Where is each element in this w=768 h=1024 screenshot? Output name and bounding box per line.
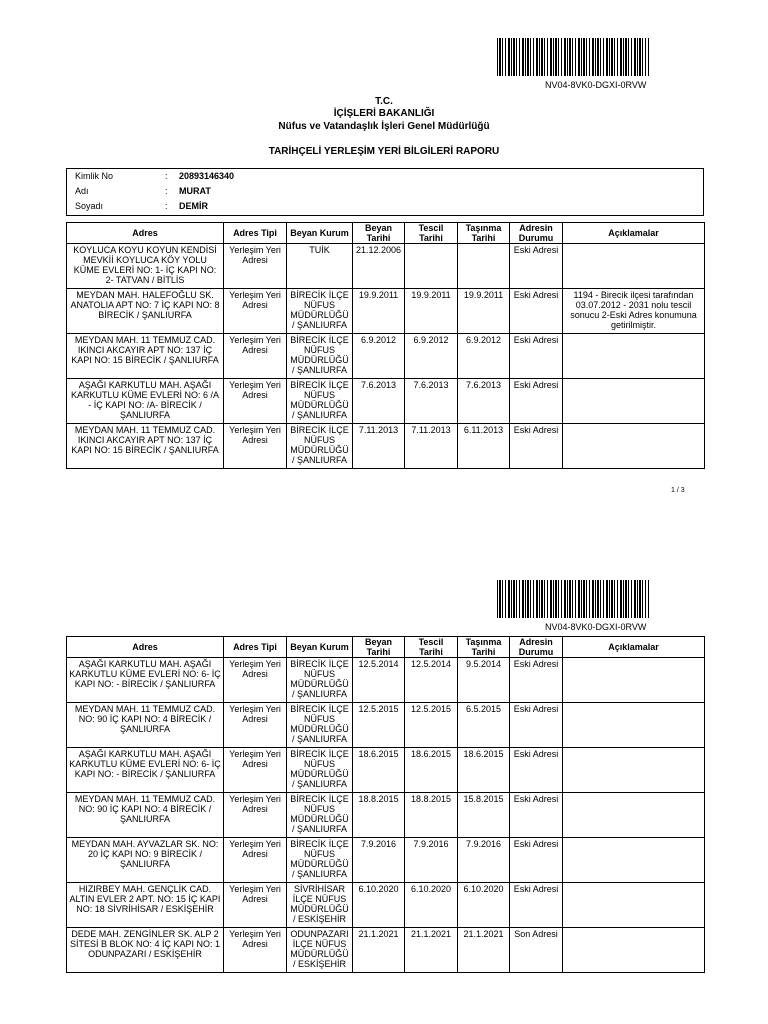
cell-adres-tipi: Yerleşim Yeri Adresi (224, 289, 287, 334)
table-row (67, 883, 705, 928)
cell-tasinma-tarihi: 7.6.2013 (458, 379, 510, 424)
cell-tescil-tarihi: 12.5.2014 (405, 658, 458, 703)
col-header-tasinma-tarihi: Taşınma Tarihi (458, 223, 510, 244)
cell-beyan-kurum: TUİK (287, 244, 353, 289)
header-tc: T.C. (375, 96, 393, 107)
cell-beyan-tarihi: 6.10.2020 (353, 883, 405, 928)
header-ministry: İÇİŞLERİ BAKANLIĞI (333, 108, 435, 119)
cell-tescil-tarihi (405, 244, 458, 289)
cell-adres-tipi: Yerleşim Yeri Adresi (224, 838, 287, 883)
cell-tescil-tarihi: 18.8.2015 (405, 793, 458, 838)
col-header-aciklamalar: Açıklamalar (563, 637, 705, 658)
cell-aciklama (563, 424, 705, 469)
cell-tasinma-tarihi: 6.11.2013 (458, 424, 510, 469)
table-row (67, 838, 705, 883)
cell-aciklama (563, 379, 705, 424)
col-header-adres-tipi: Adres Tipi (224, 223, 287, 244)
cell-aciklama (563, 883, 705, 928)
header-directorate: Nüfus ve Vatandaşlık İşleri Genel Müdürlüğü (278, 121, 490, 132)
cell-beyan-tarihi: 18.6.2015 (353, 748, 405, 793)
cell-tasinma-tarihi: 7.9.2016 (458, 838, 510, 883)
cell-beyan-kurum: ODUNPAZARI İLÇE NÜFUS MÜDÜRLÜĞÜ / ESKİŞEHİR (287, 928, 353, 973)
cell-tescil-tarihi: 7.6.2013 (405, 379, 458, 424)
cell-adres: AŞAĞI KARKUTLU MAH. AŞAĞI KARKUTLU KÜME EVLERİ NO: 6- İÇ KAPI NO: - BİRECİK / ŞANLIURFA (67, 658, 224, 703)
report-title: TARİHÇELİ YERLEŞİM YERİ BİLGİLERİ RAPORU (268, 146, 500, 157)
table-row (67, 703, 705, 748)
cell-adres: MEYDAN MAH. 11 TEMMUZ CAD. NO: 90 İÇ KAPI NO: 4 BİRECİK / ŞANLIURFA (67, 703, 224, 748)
cell-aciklama (563, 334, 705, 379)
cell-beyan-tarihi: 6.9.2012 (353, 334, 405, 379)
address-history-table-page2 (66, 636, 705, 973)
cell-tescil-tarihi: 6.10.2020 (405, 883, 458, 928)
cell-adres: MEYDAN MAH. 11 TEMMUZ CAD. IKINCI AKCAYIR APT NO: 137 İÇ KAPI NO: 15 BİRECİK / ŞANLIURFA (67, 334, 224, 379)
cell-aciklama (563, 703, 705, 748)
cell-aciklama (563, 658, 705, 703)
cell-beyan-kurum: SİVRİHİSAR İLÇE NÜFUS MÜDÜRLÜĞÜ / ESKİŞEHİR (287, 883, 353, 928)
cell-adres-tipi: Yerleşim Yeri Adresi (224, 703, 287, 748)
adi-value: MURAT (179, 186, 211, 196)
cell-adres-tipi: Yerleşim Yeri Adresi (224, 928, 287, 973)
document-code: NV04-8VK0-DGXI-0RVW (545, 80, 647, 90)
table-row (67, 928, 705, 973)
cell-beyan-kurum: BİRECİK İLÇE NÜFUS MÜDÜRLÜĞÜ / ŞANLIURFA (287, 793, 353, 838)
cell-beyan-tarihi: 21.1.2021 (353, 928, 405, 973)
cell-beyan-tarihi: 18.8.2015 (353, 793, 405, 838)
cell-tescil-tarihi: 19.9.2011 (405, 289, 458, 334)
kimlik-label: Kimlik No (75, 171, 114, 181)
cell-adres: MEYDAN MAH. AYVAZLAR SK. NO: 20 İÇ KAPI NO: 9 BİRECİK / ŞANLIURFA (67, 838, 224, 883)
cell-tasinma-tarihi (458, 244, 510, 289)
cell-adresin-durumu: Eski Adresi (510, 424, 563, 469)
col-header-adres: Adres (67, 223, 224, 244)
cell-tescil-tarihi: 6.9.2012 (405, 334, 458, 379)
col-header-adresin-durumu: Adresin Durumu (510, 223, 563, 244)
cell-adres: KOYLUCA KOYU KOYUN KENDİSİ MEVKİİ KOYLUCA KÖY YOLU KÜME EVLERİ NO: 1- İÇ KAPI NO: 2- TATVAN / BİTLİS (67, 244, 224, 289)
cell-beyan-kurum: BİRECİK İLÇE NÜFUS MÜDÜRLÜĞÜ / ŞANLIURFA (287, 424, 353, 469)
cell-adresin-durumu: Eski Adresi (510, 379, 563, 424)
table-row (67, 289, 705, 334)
cell-adresin-durumu: Eski Adresi (510, 244, 563, 289)
cell-tasinma-tarihi: 6.5.2015 (458, 703, 510, 748)
cell-aciklama: 1194 - Birecik ilçesi tarafından 03.07.2012 - 2031 nolu tescil sonucu 2-Eski Adres konumuna getirilmiştir. (563, 289, 705, 334)
cell-beyan-tarihi: 7.11.2013 (353, 424, 405, 469)
kimlik-separator: : (165, 171, 168, 181)
cell-adresin-durumu: Eski Adresi (510, 838, 563, 883)
cell-adres: MEYDAN MAH. 11 TEMMUZ CAD. NO: 90 İÇ KAPI NO: 4 BİRECİK / ŞANLIURFA (67, 793, 224, 838)
barcode-image (497, 580, 649, 618)
cell-beyan-kurum: BİRECİK İLÇE NÜFUS MÜDÜRLÜĞÜ / ŞANLIURFA (287, 289, 353, 334)
cell-aciklama (563, 928, 705, 973)
cell-adres-tipi: Yerleşim Yeri Adresi (224, 658, 287, 703)
cell-tasinma-tarihi: 15.8.2015 (458, 793, 510, 838)
cell-adres-tipi: Yerleşim Yeri Adresi (224, 883, 287, 928)
cell-tasinma-tarihi: 21.1.2021 (458, 928, 510, 973)
cell-tasinma-tarihi: 6.10.2020 (458, 883, 510, 928)
cell-tescil-tarihi: 12.5.2015 (405, 703, 458, 748)
col-header-tescil-tarihi: Tescil Tarihi (405, 637, 458, 658)
cell-beyan-kurum: BİRECİK İLÇE NÜFUS MÜDÜRLÜĞÜ / ŞANLIURFA (287, 703, 353, 748)
cell-adres: HIZIRBEY MAH. GENÇLİK CAD. ALTIN EVLER 2 APT. NO: 15 İÇ KAPI NO: 18 SİVRİHİSAR / ESKİŞEHİR (67, 883, 224, 928)
cell-aciklama (563, 244, 705, 289)
col-header-adresin-durumu: Adresin Durumu (510, 637, 563, 658)
col-header-beyan-tarihi: Beyan Tarihi (353, 223, 405, 244)
identity-box (66, 168, 704, 216)
cell-beyan-kurum: BİRECİK İLÇE NÜFUS MÜDÜRLÜĞÜ / ŞANLIURFA (287, 379, 353, 424)
barcode-image (497, 38, 649, 76)
cell-adres-tipi: Yerleşim Yeri Adresi (224, 424, 287, 469)
cell-adres: MEYDAN MAH. 11 TEMMUZ CAD. IKINCI AKCAYIR APT NO: 137 İÇ KAPI NO: 15 BİRECİK / ŞANLIURFA (67, 424, 224, 469)
cell-adres: DEDE MAH. ZENGİNLER SK. ALP 2 SİTESİ B BLOK NO: 4 İÇ KAPI NO: 1 ODUNPAZARI / ESKİŞEHİR (67, 928, 224, 973)
col-header-beyan-kurum: Beyan Kurum (287, 637, 353, 658)
cell-tasinma-tarihi: 6.9.2012 (458, 334, 510, 379)
page-number: 1 / 3 (671, 487, 685, 494)
cell-tescil-tarihi: 7.11.2013 (405, 424, 458, 469)
cell-adresin-durumu: Eski Adresi (510, 883, 563, 928)
address-history-table-page1 (66, 222, 705, 469)
cell-adres-tipi: Yerleşim Yeri Adresi (224, 244, 287, 289)
cell-adresin-durumu: Eski Adresi (510, 748, 563, 793)
document-code: NV04-8VK0-DGXI-0RVW (545, 622, 647, 632)
col-header-beyan-kurum: Beyan Kurum (287, 223, 353, 244)
table-row (67, 748, 705, 793)
cell-tasinma-tarihi: 18.6.2015 (458, 748, 510, 793)
cell-tasinma-tarihi: 9.5.2014 (458, 658, 510, 703)
cell-beyan-kurum: BİRECİK İLÇE NÜFUS MÜDÜRLÜĞÜ / ŞANLIURFA (287, 658, 353, 703)
cell-tescil-tarihi: 18.6.2015 (405, 748, 458, 793)
cell-adresin-durumu: Eski Adresi (510, 334, 563, 379)
col-header-tasinma-tarihi: Taşınma Tarihi (458, 637, 510, 658)
cell-beyan-tarihi: 7.9.2016 (353, 838, 405, 883)
cell-beyan-tarihi: 7.6.2013 (353, 379, 405, 424)
cell-beyan-tarihi: 12.5.2014 (353, 658, 405, 703)
cell-adres-tipi: Yerleşim Yeri Adresi (224, 379, 287, 424)
table-row (67, 379, 705, 424)
table-row (67, 424, 705, 469)
soyadi-separator: : (165, 201, 168, 211)
kimlik-value: 20893146340 (179, 171, 235, 181)
adi-separator: : (165, 186, 168, 196)
table-row (67, 658, 705, 703)
cell-tescil-tarihi: 21.1.2021 (405, 928, 458, 973)
cell-beyan-kurum: BİRECİK İLÇE NÜFUS MÜDÜRLÜĞÜ / ŞANLIURFA (287, 334, 353, 379)
cell-aciklama (563, 748, 705, 793)
col-header-aciklamalar: Açıklamalar (563, 223, 705, 244)
table-header-row (67, 223, 705, 244)
table-header-row (67, 637, 705, 658)
soyadi-value: DEMİR (179, 201, 208, 211)
cell-tasinma-tarihi: 19.9.2011 (458, 289, 510, 334)
cell-adres-tipi: Yerleşim Yeri Adresi (224, 793, 287, 838)
cell-adresin-durumu: Eski Adresi (510, 703, 563, 748)
table-row (67, 793, 705, 838)
cell-adresin-durumu: Eski Adresi (510, 658, 563, 703)
cell-beyan-tarihi: 21.12.2006 (353, 244, 405, 289)
cell-aciklama (563, 838, 705, 883)
cell-adres-tipi: Yerleşim Yeri Adresi (224, 334, 287, 379)
cell-beyan-kurum: BİRECİK İLÇE NÜFUS MÜDÜRLÜĞÜ / ŞANLIURFA (287, 748, 353, 793)
table-row (67, 244, 705, 289)
cell-aciklama (563, 793, 705, 838)
col-header-tescil-tarihi: Tescil Tarihi (405, 223, 458, 244)
cell-tescil-tarihi: 7.9.2016 (405, 838, 458, 883)
col-header-beyan-tarihi: Beyan Tarihi (353, 637, 405, 658)
table-row (67, 334, 705, 379)
cell-adres: AŞAĞI KARKUTLU MAH. AŞAĞI KARKUTLU KÜME EVLERİ NO: 6- İÇ KAPI NO: - BİRECİK / ŞANLIURFA (67, 748, 224, 793)
cell-adres-tipi: Yerleşim Yeri Adresi (224, 748, 287, 793)
cell-beyan-tarihi: 12.5.2015 (353, 703, 405, 748)
soyadi-label: Soyadı (75, 201, 104, 211)
cell-adres: AŞAĞI KARKUTLU MAH. AŞAĞI KARKUTLU KÜME EVLERİ NO: 6 /A - İÇ KAPI NO: /A- BİRECİK / ŞANLIURFA (67, 379, 224, 424)
cell-beyan-tarihi: 19.9.2011 (353, 289, 405, 334)
cell-beyan-kurum: BİRECİK İLÇE NÜFUS MÜDÜRLÜĞÜ / ŞANLIURFA (287, 838, 353, 883)
cell-adresin-durumu: Son Adresi (510, 928, 563, 973)
cell-adresin-durumu: Eski Adresi (510, 289, 563, 334)
cell-adresin-durumu: Eski Adresi (510, 793, 563, 838)
col-header-adres: Adres (67, 637, 224, 658)
cell-adres: MEYDAN MAH. HALEFOĞLU SK. ANATOLIA APT NO: 7 İÇ KAPI NO: 8 BİRECİK / ŞANLIURFA (67, 289, 224, 334)
col-header-adres-tipi: Adres Tipi (224, 637, 287, 658)
adi-label: Adı (75, 186, 89, 196)
